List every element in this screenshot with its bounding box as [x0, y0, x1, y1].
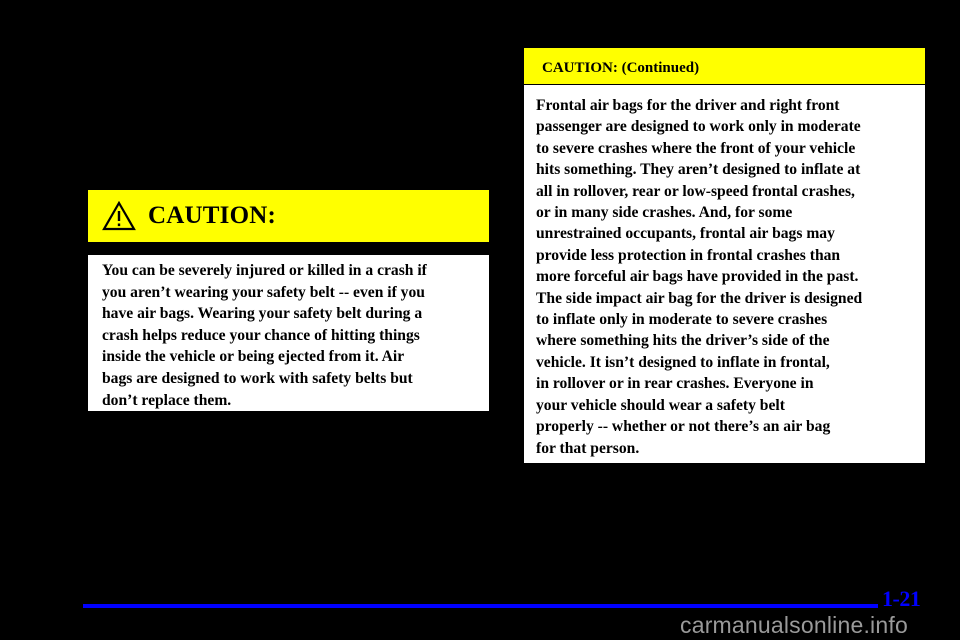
caution-text-line: vehicle. It isn’t designed to inflate in frontal,	[536, 353, 830, 371]
caution-text-line: or in many side crashes. And, for some	[536, 204, 793, 222]
caution-continued-title: CAUTION: (Continued)	[542, 60, 700, 76]
caution-text-line: unrestrained occupants, frontal air bags may	[536, 225, 835, 243]
caution-body	[88, 255, 489, 411]
watermark: carmanualsonline.info	[680, 612, 908, 638]
caution-text-line: more forceful air bags have provided in the past.	[536, 268, 859, 286]
caution-text-line: your vehicle should wear a safety belt	[536, 396, 785, 414]
caution-text-line: bags are designed to work with safety belts but	[102, 369, 413, 387]
warning-triangle-icon	[102, 201, 136, 231]
page-number: 1-21	[882, 586, 921, 611]
caution-text-line: all in rollover, rear or low-speed frontal crashes,	[536, 182, 855, 200]
caution-continued-header	[524, 48, 925, 84]
caution-text-line: The side impact air bag for the driver is designed	[536, 289, 863, 307]
caution-text-line: to inflate only in moderate to severe crashes	[536, 311, 828, 329]
caution-text-line: for that person.	[536, 439, 640, 457]
caution-text-line: Frontal air bags for the driver and right front	[536, 97, 840, 114]
caution-text-line: provide less protection in frontal crashes than	[536, 246, 841, 264]
caution-text-line: crash helps reduce your chance of hitting things	[102, 326, 420, 344]
caution-text-line: don’t replace them.	[102, 391, 232, 409]
caution-text-line: have air bags. Wearing your safety belt during a	[102, 305, 423, 323]
caution-text-line: hits something. They aren’t designed to inflate at	[536, 161, 861, 179]
caution-title: CAUTION:	[148, 202, 276, 229]
caution-text-line: inside the vehicle or being ejected from it. Air	[102, 348, 405, 366]
footer-rule	[83, 604, 878, 608]
caution-header	[88, 190, 489, 242]
caution-text-line: properly -- whether or not there’s an air bag	[536, 418, 831, 436]
caution-text-line: to severe crashes where the front of your vehicle	[536, 139, 856, 157]
caution-text-line: passenger are designed to work only in moderate	[536, 118, 861, 136]
caution-text-line: You can be severely injured or killed in a crash if	[102, 262, 427, 279]
caution-text-line: where something hits the driver’s side of the	[536, 332, 830, 350]
caution-text-line: in rollover or in rear crashes. Everyone in	[536, 375, 814, 393]
caution-text-line: you aren’t wearing your safety belt -- even if you	[102, 283, 425, 301]
caution-continued-body	[524, 85, 925, 463]
